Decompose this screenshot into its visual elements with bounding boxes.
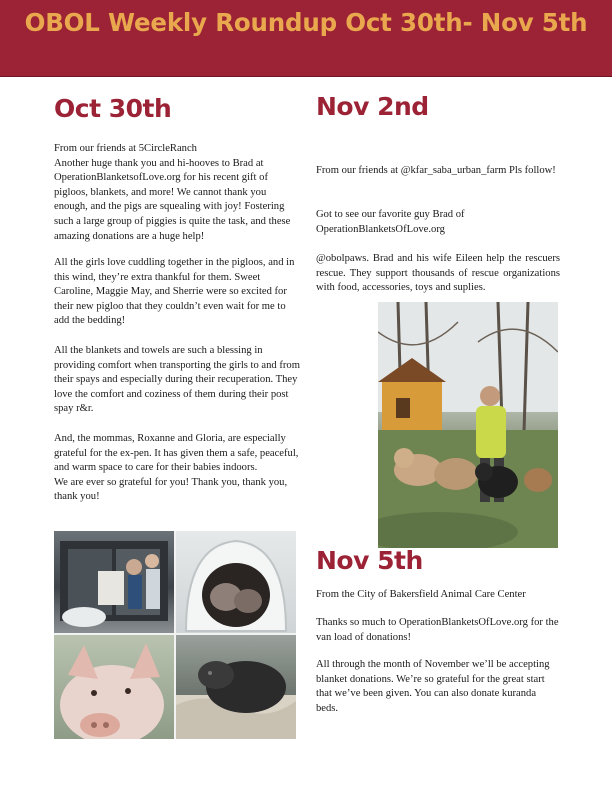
van-donations-photo — [54, 531, 174, 633]
pigloo-photo — [176, 531, 296, 633]
nov5-paragraph-1: From the City of Bakersfield Animal Care Center — [316, 589, 526, 600]
nov2-paragraph-2: Got to see our favorite guy Brad of OperationBlanketsOfLove.org — [316, 209, 465, 235]
nov5-paragraph-3: All through the month of November we’ll be accepting blanket donations. We’re so grateful for the great start that we’ve been given. You can also donate kuranda beds. — [316, 659, 550, 714]
heading-nov-2: Nov 2nd — [316, 92, 429, 121]
nov5-paragraph-2: Thanks so much to OperationBlanketsOfLove.org for the van load of donations! — [316, 617, 559, 643]
oct30-paragraph-4: And, the mommas, Roxanne and Gloria, are especially grateful for the ex-pen. It has given them a safe, peaceful, and warm space to care for their babies indoors. We are ever so grateful for you! Thank you, thank you, thank you! — [54, 433, 299, 503]
header-banner — [0, 0, 612, 77]
page-title: OBOL Weekly Roundup Oct 30th- Nov 5th — [24, 8, 588, 37]
heading-oct-30: Oct 30th — [54, 94, 172, 123]
nov2-paragraph-3: @obolpaws. Brad and his wife Eileen help the rescuers rescue. They support thousands of rescue organizations with food, accessories, toys and suplies. — [316, 253, 560, 294]
oct30-paragraph-2: All the girls love cuddling together in the pigloos, and in this wind, they’re extra thankful for them. Sweet Caroline, Maggie May, and Sherrie were so excited for their new pigloo that they couldn’t even wait for me to add the bedding! — [54, 257, 295, 327]
oct30-paragraph-3: All the blankets and towels are such a blessing in providing comfort when transporting the girls to and from their spays and especially during their recuperation. They love the comfort and coziness of them during their post spay r&r. — [54, 345, 300, 415]
piglets-photo — [176, 635, 296, 739]
pig-face-photo — [54, 635, 174, 739]
nov2-paragraph-1: From our friends at @kfar_saba_urban_farm Pls follow! — [316, 165, 556, 176]
pig-collage-photo — [54, 531, 296, 739]
brad-with-dogs-photo — [378, 302, 558, 548]
heading-nov-5: Nov 5th — [316, 546, 423, 575]
oct30-paragraph-1: From our friends at 5CircleRanch Another huge thank you and hi-hooves to Brad at OperationBlanketsofLove.org for his recent gift of pigloos, blankets, and more! We cannot thank you enough, and the pigs are squealing with joy! Fostering such a large group of piggies is quite the task, and these amazing donations are a huge help! — [54, 143, 291, 242]
